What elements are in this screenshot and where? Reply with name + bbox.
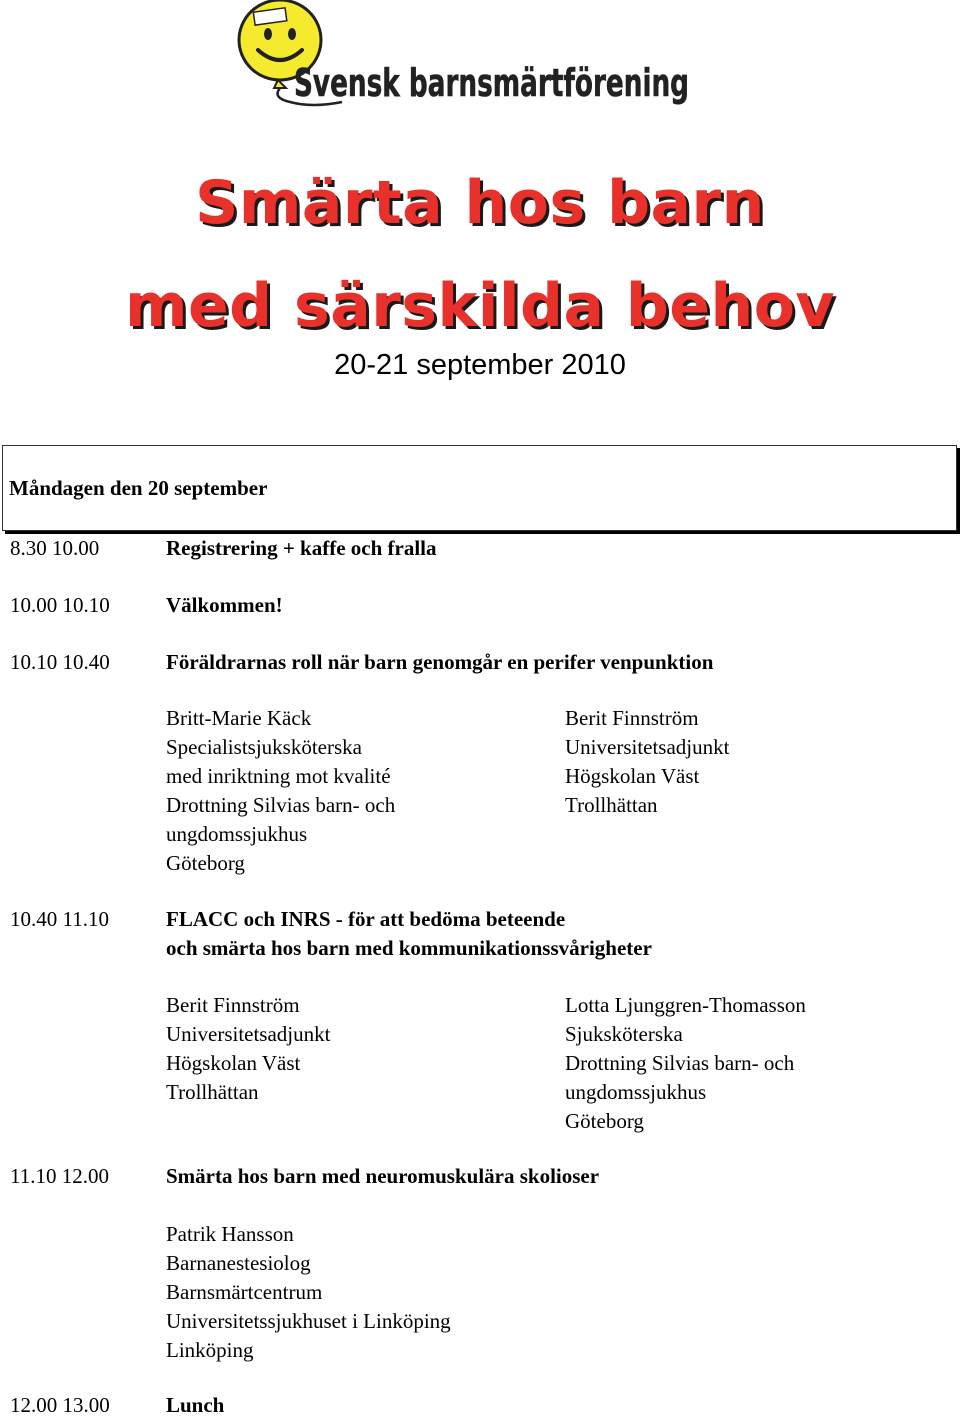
session-topic: FLACC och INRS - för att bedöma beteende: [166, 907, 566, 931]
speaker-block: [166, 991, 330, 1107]
session-time: 10.00 10.10: [10, 593, 110, 617]
session-time: 8.30 10.00: [10, 536, 100, 560]
speaker-affiliation: Barnsmärtcentrum: [166, 1280, 323, 1304]
date-subtitle: 20-21 september 2010: [334, 349, 626, 381]
session-time: 10.10 10.40: [10, 650, 110, 674]
speaker-block: [565, 704, 729, 820]
session-time: 12.00 13.00: [10, 1393, 110, 1417]
speaker-detail: med inriktning mot kvalité: [166, 764, 391, 788]
speaker-title: Specialistsjuksköterska: [166, 735, 362, 759]
speaker-city: Trollhättan: [565, 793, 658, 817]
logo-text: Svensk barnsmärtförening: [294, 61, 689, 105]
speaker-affiliation: Högskolan Väst: [565, 764, 700, 788]
speaker-title: Universitetsadjunkt: [166, 1022, 331, 1046]
speaker-city: Linköping: [166, 1338, 254, 1362]
speaker-block: [166, 704, 395, 878]
session-topic: Smärta hos barn med neuromuskulära skolioser: [166, 1164, 600, 1188]
speaker-affiliation: Högskolan Väst: [166, 1051, 301, 1075]
speaker-city: Göteborg: [565, 1109, 644, 1133]
speaker-title: Sjuksköterska: [565, 1022, 683, 1046]
speaker-title: Universitetsadjunkt: [565, 735, 730, 759]
session-topic: Registrering + kaffe och fralla: [166, 536, 437, 560]
speaker-affiliation: Drottning Silvias barn- och: [565, 1051, 795, 1075]
speaker-city: Göteborg: [166, 851, 245, 875]
session-time: 10.40 11.10: [10, 907, 109, 931]
day-heading: Måndagen den 20 september: [9, 476, 268, 500]
page-title-line2: med särskilda behov: [124, 271, 836, 341]
speaker-title: Barnanestesiolog: [166, 1251, 311, 1275]
speaker-block: [166, 1220, 451, 1365]
speaker-name: Lotta Ljunggren-Thomasson: [565, 993, 806, 1017]
page-title-line1: Smärta hos barn: [195, 168, 765, 238]
speaker-block: [565, 991, 806, 1136]
session-topic: Lunch: [166, 1393, 225, 1417]
speaker-name: Berit Finnström: [166, 993, 300, 1017]
speaker-affiliation: Drottning Silvias barn- och: [166, 793, 396, 817]
session-time: 11.10 12.00: [10, 1164, 109, 1188]
speaker-affiliation: ungdomssjukhus: [565, 1080, 707, 1104]
speaker-affiliation: ungdomssjukhus: [166, 822, 308, 846]
speaker-name: Berit Finnström: [565, 706, 699, 730]
speaker-city: Trollhättan: [166, 1080, 259, 1104]
session-topic-line2: och smärta hos barn med kommunikationssvårigheter: [166, 936, 652, 960]
session-topic: Föräldrarnas roll när barn genomgår en perifer venpunktion: [166, 650, 714, 674]
speaker-name: Britt-Marie Käck: [166, 706, 312, 730]
balloon-logo-icon: [232, 0, 702, 118]
session-topic: Välkommen!: [166, 593, 283, 617]
speaker-affiliation: Universitetssjukhuset i Linköping: [166, 1309, 451, 1333]
logo: [232, 0, 702, 118]
speaker-name: Patrik Hansson: [166, 1222, 294, 1246]
